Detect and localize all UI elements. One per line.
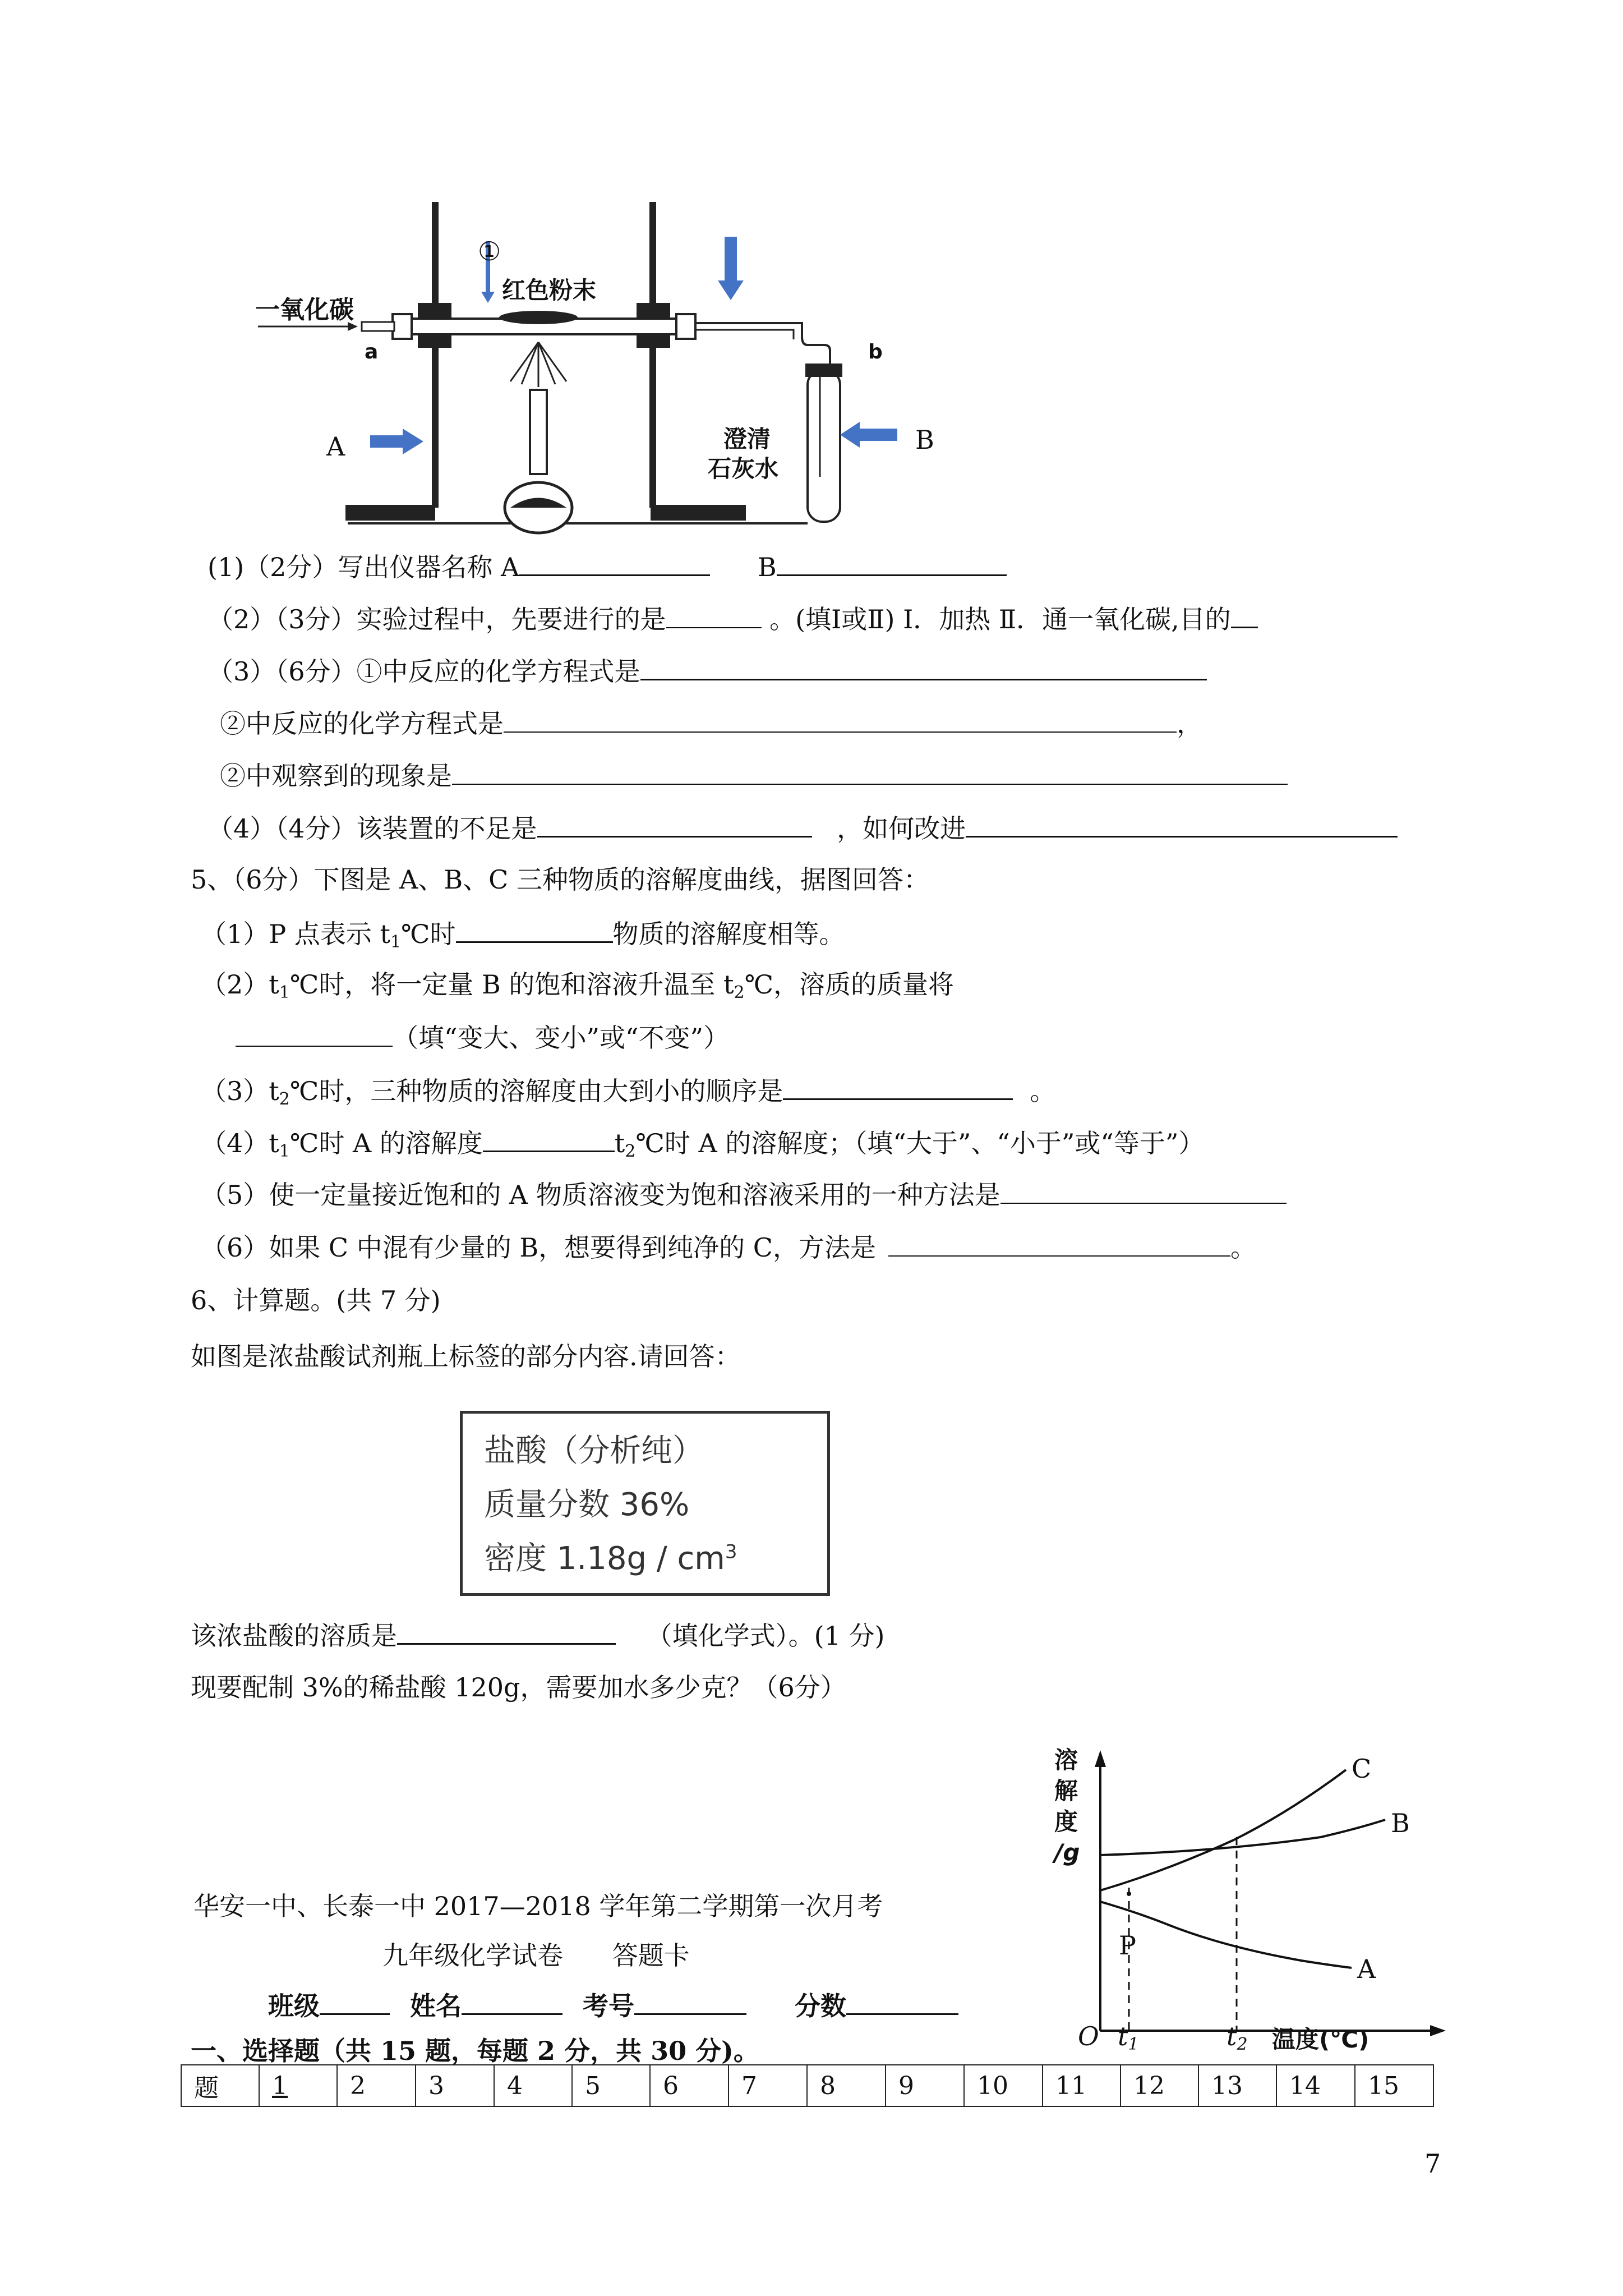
q4-line-2 [208, 602, 1258, 635]
q4-l2-prefix: （2）（3分）实验过程中，先要进行的是 [208, 604, 666, 634]
q5-l2-sub2: 2 [734, 983, 745, 1002]
table-cell[interactable]: 13 [1198, 2065, 1276, 2106]
q4-line-3 [208, 654, 1207, 687]
table-cell[interactable]: 14 [1276, 2065, 1355, 2106]
q5-l5-text: （5）使一定量接近饱和的 A 物质溶液变为饱和溶液采用的一种方法是 [201, 1180, 1000, 1210]
blank-p-substances[interactable] [456, 917, 613, 943]
table-cell[interactable]: 10 [964, 2065, 1043, 2106]
q5-l2-sub1: 1 [279, 983, 290, 1002]
curve-ylabel-2: 解 [1054, 1777, 1078, 1805]
class-label: 班级 [268, 1991, 320, 2021]
apparatus-diagram [241, 185, 959, 544]
q4-l1-mid: B [757, 552, 777, 582]
q5-l1-sub: 1 [390, 932, 402, 952]
curve-ylabel-1: 溶 [1054, 1746, 1078, 1774]
blank-instrument-a[interactable] [519, 550, 710, 576]
reagent-density-sup: 3 [725, 1540, 737, 1563]
table-head-cell: 题 [181, 2065, 259, 2106]
q5-l2b-text: （填“变大、变小”或“不变”） [393, 1023, 730, 1053]
q5-l4-sub2: 2 [625, 1142, 636, 1161]
q4-l5-prefix: ②中观察到的现象是 [220, 761, 452, 791]
q4-line-5 [220, 759, 1288, 792]
blank-saturate-method[interactable] [1000, 1178, 1287, 1204]
q6-solute-prefix: 该浓盐酸的溶质是 [191, 1621, 397, 1651]
table-cell[interactable]: 8 [807, 2065, 886, 2106]
curve-label-a: A [1357, 1954, 1376, 1984]
label-circle-1: ① [478, 236, 501, 266]
exam-no-label: 考号 [583, 1991, 635, 2021]
class-field[interactable] [320, 1989, 390, 2015]
card-title-line: 九年级化学试卷 答题卡 [382, 1940, 690, 1971]
blank-equation-2[interactable] [504, 707, 1177, 733]
school-line: 华安一中、长泰一中 2017—2018 学年第二学期第一次月考 [193, 1891, 883, 1921]
name-label: 姓名 [410, 1991, 462, 2021]
q6-title: 6、计算题。(共 7 分) [191, 1285, 441, 1315]
q4-line-4 [220, 707, 1202, 739]
blank-solute-formula[interactable] [397, 1618, 616, 1645]
section-1-title: 一、选择题（共 15 题，每题 2 分，共 30 分)。 [191, 2036, 759, 2066]
table-cell[interactable]: 15 [1355, 2065, 1433, 2106]
label-a-small: a [365, 341, 379, 364]
q4-l4-prefix: ②中反应的化学方程式是 [220, 708, 504, 739]
table-cell[interactable]: 12 [1121, 2065, 1198, 2106]
blank-purpose[interactable] [1231, 602, 1258, 628]
q4-l2-suffix: 。(填Ⅰ或Ⅱ) Ⅰ．加热 Ⅱ．通一氧化碳,目的 [769, 604, 1231, 634]
table-cell[interactable]: 4 [494, 2065, 572, 2106]
q5-l1-b: ℃时 [401, 919, 456, 949]
label-limewater-2: 石灰水 [708, 455, 779, 482]
name-field[interactable] [462, 1989, 562, 2015]
table-cell[interactable]: 6 [650, 2065, 728, 2106]
curve-origin: O [1078, 2021, 1099, 2051]
score-field[interactable] [846, 1989, 958, 2015]
q5-l3-b: ℃时，三种物质的溶解度由大到小的顺序是 [289, 1076, 783, 1106]
curve-xlabel: 温度(℃) [1272, 2026, 1370, 2053]
q5-l4-a: （4）t [201, 1128, 279, 1158]
solubility-curve-chart [1054, 1745, 1447, 2070]
q5-l2-c: ℃，溶质的质量将 [744, 969, 955, 1000]
blank-deficiency[interactable] [537, 811, 812, 838]
reagent-label-line-3 [484, 1534, 737, 1579]
q5-l4-b: ℃时 A 的溶解度 [289, 1128, 483, 1158]
blank-improvement[interactable] [966, 811, 1398, 838]
blank-purify-method[interactable] [888, 1231, 1230, 1257]
label-limewater-1: 澄清 [723, 425, 771, 453]
q5-l6-b: 。 [1230, 1232, 1256, 1263]
q6-solute-line [191, 1618, 884, 1651]
curve-label-b: B [1391, 1808, 1410, 1838]
info-line [268, 1989, 958, 2022]
table-cell[interactable]: 7 [728, 2065, 807, 2106]
curve-a [1100, 1902, 1352, 1968]
table-cell[interactable]: 11 [1043, 2065, 1121, 2106]
curve-ylabel-4: /g [1054, 1839, 1080, 1866]
curve-t1 [1118, 2021, 1139, 2052]
reagent-label-line-2: 质量分数 36% [484, 1487, 690, 1523]
curve-t2-t: t [1227, 2021, 1237, 2051]
q5-line-3 [201, 1074, 1055, 1107]
label-B: B [915, 425, 934, 455]
reagent-label-box [460, 1411, 830, 1596]
blank-instrument-b[interactable] [777, 550, 1007, 576]
q5-l4-d: ℃时 A 的溶解度；（填“大于”、“小于”或“等于”） [635, 1128, 1205, 1158]
reagent-density: 密度 1.18g / cm [484, 1540, 725, 1577]
q4-l1-prefix: (1)（2分）写出仪器名称 A [208, 552, 520, 582]
q6-question: 现要配制 3%的稀盐酸 120g，需要加水多少克？（6分） [191, 1672, 846, 1703]
blank-equation-1[interactable] [640, 654, 1207, 680]
q4-line-1 [208, 550, 1007, 583]
label-powder: 红色粉末 [502, 277, 597, 304]
curve-c [1100, 1770, 1346, 1890]
curve-label-p: P [1119, 1930, 1136, 1961]
q4-l4-suffix: ， [1177, 708, 1202, 739]
q5-line-6 [201, 1231, 1256, 1263]
q6-intro: 如图是浓盐酸试剂瓶上标签的部分内容.请回答： [191, 1341, 741, 1372]
q5-title: 5、（6分）下图是 A、B、C 三种物质的溶解度曲线，据图回答： [191, 864, 929, 895]
q5-line-5 [201, 1178, 1287, 1211]
q5-line-1 [201, 917, 845, 950]
q5-l2-b: ℃时，将一定量 B 的饱和溶液升温至 t [289, 969, 734, 1000]
q5-l2-a: （2）t [201, 969, 279, 1000]
table-cell[interactable]: 1 [259, 2065, 337, 2106]
blank-solute-mass[interactable] [236, 1021, 393, 1047]
q6-solute-suffix: （填化学式）。(1 分) [646, 1621, 885, 1651]
blank-first-step[interactable] [666, 602, 762, 628]
table-cell[interactable]: 2 [337, 2065, 416, 2106]
q5-l3-c: 。 [1030, 1076, 1056, 1106]
blank-compare[interactable] [483, 1126, 615, 1152]
curve-t1-sub: 1 [1128, 2035, 1139, 2054]
q5-line-4 [201, 1126, 1204, 1159]
label-co: 一氧化碳 [255, 296, 354, 324]
answer-table [181, 2064, 1434, 2107]
q4-l6-prefix: （4）（4分）该装置的不足是 [208, 813, 537, 844]
q5-l4-c: t [614, 1128, 625, 1158]
q5-l6-a: （6）如果 C 中混有少量的 B，想要得到纯净的 C，方法是 [201, 1232, 876, 1263]
curve-label-c: C [1352, 1754, 1372, 1784]
exam-no-field[interactable] [634, 1989, 746, 2015]
q5-line-2b [236, 1021, 729, 1053]
table-cell[interactable]: 3 [416, 2065, 494, 2106]
q5-l4-sub1: 1 [279, 1142, 290, 1161]
table-cell[interactable]: 5 [572, 2065, 650, 2106]
table-cell[interactable]: 9 [886, 2065, 964, 2106]
q4-l6-mid: ，如何改进 [837, 813, 966, 844]
reagent-label-line-1: 盐酸（分析纯） [484, 1433, 704, 1469]
q5-l1-a: （1）P 点表示 t [201, 919, 390, 949]
curve-t2-sub: 2 [1237, 2035, 1248, 2054]
q5-line-2 [201, 969, 954, 1000]
table-row [181, 2065, 1433, 2106]
curve-t2 [1227, 2021, 1248, 2052]
q5-l3-sub: 2 [279, 1089, 290, 1109]
q4-l3-prefix: （3）（6分）①中反应的化学方程式是 [208, 656, 640, 687]
blank-order[interactable] [783, 1074, 1013, 1100]
curve-t1-t: t [1118, 2021, 1128, 2051]
label-A: A [326, 431, 345, 462]
q4-line-6 [208, 811, 1398, 844]
label-b-small: b [868, 341, 883, 364]
point-p-mark [1127, 1892, 1131, 1896]
score-label: 分数 [795, 1991, 847, 2021]
blank-phenomenon[interactable] [452, 759, 1288, 785]
curve-b [1100, 1820, 1385, 1855]
page-number: 7 [1424, 2148, 1441, 2179]
q5-l1-c: 物质的溶解度相等。 [612, 919, 845, 949]
curve-ylabel-3: 度 [1054, 1808, 1078, 1835]
q5-l3-a: （3）t [201, 1076, 279, 1106]
